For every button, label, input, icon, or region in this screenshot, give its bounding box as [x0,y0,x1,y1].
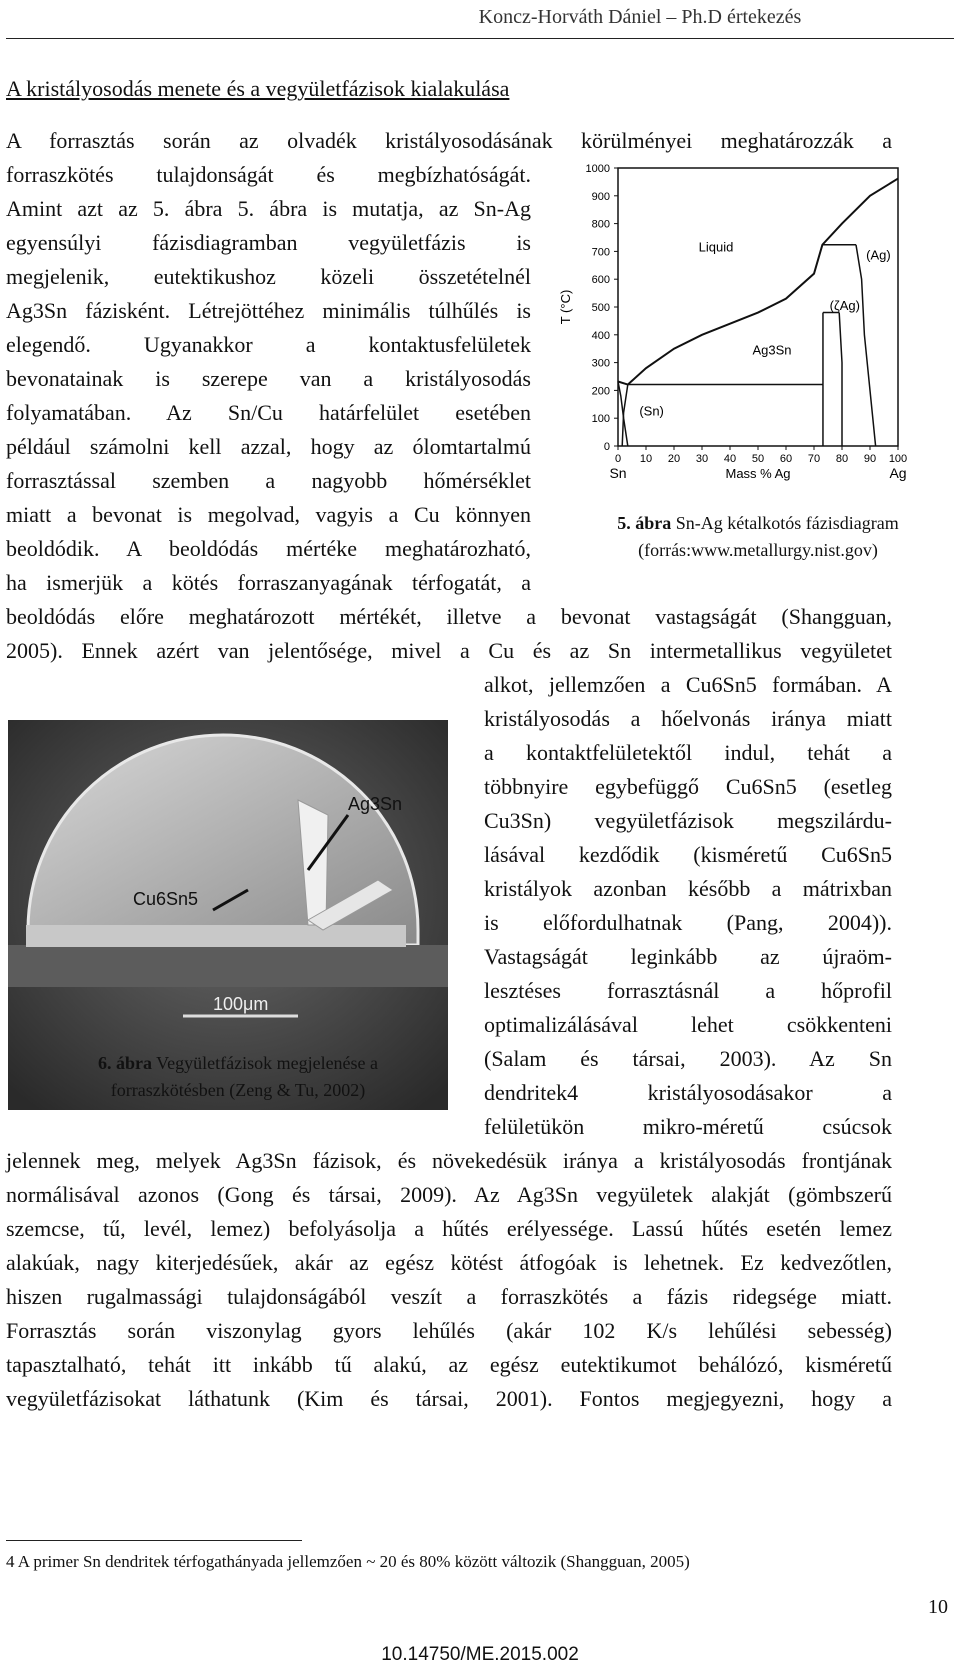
text-line: beoldódás előre meghatározott mértékét, illetve a bevonat vastagságát (Shangguan, [6,604,892,629]
phase-diagram-chart [556,160,956,520]
x-tick-label: 50 [751,453,765,465]
text-line: például számolni kell azzal, hogy az ólomtartalmú [6,434,531,459]
text-line: dendritek4 kristályosodásakor a [484,1080,892,1105]
y-tick-label: 700 [591,246,610,259]
text-line: 2005). Ennek azért van jelentősége, mivel a Cu és az Sn intermetallikus vegyületet [6,638,892,663]
x-tick-label: 70 [807,453,821,465]
text-line: is előfordulhatnak (Pang, 2004)). [484,910,892,935]
text-line: tapasztalható, tehát itt inkább tű alakú, az egész eutektikumot behálózó, kisméretű [6,1352,892,1377]
region-label: Liquid [698,239,734,255]
region-label: (ζAg) [829,297,860,313]
x-tick-label: 100 [888,453,908,465]
text-line: elegendő. Ugyanakkor a kontaktusfelületek [6,332,531,357]
region-label: (Sn) [639,403,664,419]
text-line: Vastagságát leginkább az újraöm- [484,944,892,969]
text-line: vegyületfázisokat láthatunk (Kim és társai, 2001). Fontos megjegyezni, hogy a [6,1386,892,1411]
page-number: 10 [928,1596,948,1618]
x-axis-label: Mass % Ag [725,466,791,481]
figure6-text: Vegyületfázisok megjelenése a [151,1053,379,1073]
figure5-caption [560,510,956,564]
text-line: jelennek meg, melyek Ag3Sn fázisok, és növekedésük iránya a kristályosodás frontjának [6,1148,892,1173]
text-line: felületükön mikro-méretű csúcsok [484,1114,892,1139]
x-tick-label: 90 [863,453,877,465]
text-line: egyensúlyi fázisdiagramban vegyületfázis is [6,230,531,255]
text-line: forraszkötés tulajdonságát és megbízhatóságát. [6,162,531,187]
phase-boundary [839,313,842,446]
x-tick-label: 30 [695,453,709,465]
section-title: A kristályosodás menete és a vegyületfázisok kialakulása [6,76,510,101]
figure5-source: (forrás:www.metallurgy.nist.gov) [638,540,878,560]
footnote: 4 A primer Sn dendritek térfogathányada jellemzően ~ 20 és 80% között változik (Shangguan, 2005) [6,1552,690,1571]
text-line: kristályosodás a hőelvonás iránya miatt [484,706,892,731]
text-line: a kontaktfelületektől indul, tehát a [484,740,892,765]
x-tick-label: 10 [639,453,653,465]
doi: 10.14750/ME.2015.002 [381,1644,579,1665]
text-line: (Salam és társai, 2003). Az Sn [484,1046,892,1071]
region-label: Ag3Sn [752,342,792,358]
text-line: lesztéses forrasztásnál a hőprofil [484,978,892,1003]
figure6-caption [56,1050,420,1104]
y-tick-label: 0 [603,441,610,453]
y-tick-label: 100 [591,413,610,426]
y-tick-label: 1000 [585,163,610,175]
text-line: Ag3Sn fázisként. Létrejöttéhez minimális túlhűlés is [6,298,531,323]
y-axis-label: T (°C) [558,289,573,325]
y-tick-label: 900 [591,190,610,203]
text-line: lásával kezdődik (kisméretű Cu6Sn5 [484,842,892,867]
text-line: Cu3Sn) vegyületfázisok megszilárdu- [484,808,892,833]
text-line: kristályok azonban később a mátrixban [484,876,892,901]
phase-boundary [856,245,876,446]
text-line: alakúak, nagy kiterjedésűek, akár az egész kötést átfogóak is lehetnek. Ez kedvezőtlen, [6,1250,892,1275]
text-line: ha ismerjük a kötés forraszanyagának térfogatát, a [6,570,531,595]
figure6-label: 6. ábra [97,1053,152,1073]
text-line: bevonatainak is szerepe van a kristályosodás [6,366,531,391]
text-line: beoldódik. A beoldódás mértéke meghatározható, [6,536,531,561]
x-end-label-left: Sn [609,465,627,481]
text-line: megjelenik, eutektikushoz közeli összetételnél [6,264,531,289]
y-tick-label: 200 [591,385,610,398]
text-line: többnyire egybefüggő Cu6Sn5 (esetleg [484,774,892,799]
text-line: hiszen rugalmassági tulajdonságából veszít a forraszkötés a fázis ridegsége miatt. [6,1284,892,1309]
x-tick-label: 0 [614,453,622,465]
text-line: Amint azt az 5. ábra 5. ábra is mutatja, az Sn-Ag [6,196,531,221]
scale-label: 100μm [213,994,269,1014]
x-tick-label: 40 [723,453,737,465]
region-label: (Ag) [866,247,891,263]
y-tick-label: 800 [591,218,610,231]
text-line: forrasztással szemben a nagyobb hőmérséklet [6,468,531,493]
footnote-rule [6,1540,302,1541]
x-tick-label: 80 [835,453,849,465]
text-line: szemcse, tű, levél, lemez) befolyásolja a hűtés erélyessége. Lassú hűtés esetén lemez [6,1216,892,1241]
text-line: miatt a bevonat is megolvad, vagyis a Cu könnyen [6,502,531,527]
figure6-source: forraszkötésben (Zeng & Tu, 2002) [110,1080,366,1100]
text-line: Forrasztás során viszonylag gyors lehűlés (akár 102 K/s lehűlési sebesség) [6,1318,892,1343]
text-line: alkot, jellemzően a Cu6Sn5 formában. A [484,672,892,697]
text-line: folyamatában. Az Sn/Cu határfelület esetében [6,400,531,425]
text-line: normálisával azonos (Gong és társai, 2009). Az Ag3Sn vegyületek alakját (gömbszerű [6,1182,892,1207]
running-header: Koncz-Horváth Dániel – Ph.D értekezés [478,6,802,28]
x-tick-label: 60 [779,453,793,465]
y-tick-label: 300 [591,357,610,370]
y-tick-label: 500 [591,302,610,314]
figure5-text: Sn-Ag kétalkotós fázisdiagram [671,513,899,533]
x-tick-label: 20 [667,453,681,465]
figure5-label: 5. ábra [617,513,672,533]
cu6sn5-label: Cu6Sn5 [133,889,199,909]
ag3sn-label: Ag3Sn [348,794,403,814]
text-line: optimalizálásával lehet csökkenteni [484,1012,892,1037]
y-tick-label: 600 [591,274,610,287]
x-end-label-right: Ag [889,465,907,481]
header-rule [6,38,954,39]
text-line: A forrasztás során az olvadék kristályosodásának körülményei meghatározzák a [6,128,892,153]
y-tick-label: 400 [591,329,610,342]
